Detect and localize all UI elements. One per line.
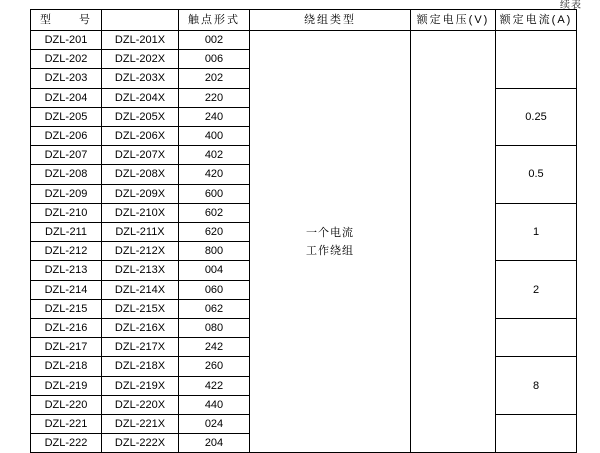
cell-contact-form: 600 — [179, 184, 250, 203]
cell-model: DZL-212 — [31, 242, 102, 261]
cell-model-x: DZL-204X — [102, 88, 179, 107]
cell-rated-current: 0.5 — [496, 146, 577, 204]
cell-model: DZL-218 — [31, 357, 102, 376]
cell-contact-form: 060 — [179, 280, 250, 299]
cell-model: DZL-215 — [31, 299, 102, 318]
header-winding-type: 绕组类型 — [250, 10, 411, 31]
cell-rated-current: 2 — [496, 261, 577, 319]
header-model-x — [102, 10, 179, 31]
header-rated-current: 额定电流(A) — [496, 10, 577, 31]
cell-model: DZL-204 — [31, 88, 102, 107]
cell-contact-form: 242 — [179, 338, 250, 357]
cell-contact-form: 260 — [179, 357, 250, 376]
cell-model-x: DZL-201X — [102, 31, 179, 50]
cell-contact-form: 420 — [179, 165, 250, 184]
cell-model: DZL-205 — [31, 107, 102, 126]
cell-contact-form: 002 — [179, 31, 250, 50]
cell-contact-form: 800 — [179, 242, 250, 261]
cell-model: DZL-219 — [31, 376, 102, 395]
cell-contact-form: 080 — [179, 319, 250, 338]
cell-model-x: DZL-202X — [102, 50, 179, 69]
cell-model-x: DZL-207X — [102, 146, 179, 165]
cell-model-x: DZL-217X — [102, 338, 179, 357]
cell-model-x: DZL-215X — [102, 299, 179, 318]
cell-model-x: DZL-220X — [102, 395, 179, 414]
cell-model: DZL-213 — [31, 261, 102, 280]
cell-model: DZL-202 — [31, 50, 102, 69]
cell-model-x: DZL-209X — [102, 184, 179, 203]
cell-model-x: DZL-205X — [102, 107, 179, 126]
cell-model-x: DZL-210X — [102, 203, 179, 222]
header-contact-form: 触点形式 — [179, 10, 250, 31]
cell-model-x: DZL-218X — [102, 357, 179, 376]
cell-model-x: DZL-216X — [102, 319, 179, 338]
cell-model-x: DZL-219X — [102, 376, 179, 395]
cell-rated-current — [496, 319, 577, 357]
cell-model: DZL-211 — [31, 223, 102, 242]
cell-model: DZL-216 — [31, 319, 102, 338]
cell-contact-form: 620 — [179, 223, 250, 242]
cell-contact-form: 006 — [179, 50, 250, 69]
cell-contact-form: 202 — [179, 69, 250, 88]
cell-contact-form: 240 — [179, 107, 250, 126]
cell-contact-form: 402 — [179, 146, 250, 165]
cell-contact-form: 400 — [179, 127, 250, 146]
cell-rated-current: 8 — [496, 357, 577, 415]
table-header — [31, 10, 577, 31]
cell-contact-form: 004 — [179, 261, 250, 280]
cell-model: DZL-221 — [31, 415, 102, 434]
specification-table — [30, 9, 577, 453]
cell-rated-current — [496, 31, 577, 89]
header-rated-voltage: 额定电压(V) — [411, 10, 496, 31]
cell-model-x: DZL-206X — [102, 127, 179, 146]
cell-model-x: DZL-214X — [102, 280, 179, 299]
cell-model: DZL-214 — [31, 280, 102, 299]
winding-type-line-1: 一个电流 — [306, 226, 354, 239]
cell-contact-form: 024 — [179, 415, 250, 434]
cell-contact-form: 440 — [179, 395, 250, 414]
table-row — [31, 31, 577, 50]
cell-model: DZL-220 — [31, 395, 102, 414]
header-model: 型 号 — [31, 10, 102, 31]
table-body — [31, 31, 577, 453]
cell-model: DZL-201 — [31, 31, 102, 50]
cell-model: DZL-210 — [31, 203, 102, 222]
cell-model-x: DZL-213X — [102, 261, 179, 280]
winding-type-line-2: 工作绕组 — [306, 244, 354, 257]
cell-model: DZL-209 — [31, 184, 102, 203]
cell-model-x: DZL-221X — [102, 415, 179, 434]
table-header-row — [31, 10, 577, 31]
cell-rated-voltage — [411, 31, 496, 453]
cell-model: DZL-203 — [31, 69, 102, 88]
cell-rated-current: 0.25 — [496, 88, 577, 146]
cell-model-x: DZL-211X — [102, 223, 179, 242]
cell-model: DZL-217 — [31, 338, 102, 357]
cell-contact-form: 220 — [179, 88, 250, 107]
cell-model-x: DZL-212X — [102, 242, 179, 261]
cell-contact-form: 204 — [179, 434, 250, 453]
cell-model: DZL-208 — [31, 165, 102, 184]
cell-model-x: DZL-208X — [102, 165, 179, 184]
continuation-label: 续表 — [560, 0, 582, 11]
cell-contact-form: 062 — [179, 299, 250, 318]
cell-rated-current — [496, 415, 577, 453]
cell-contact-form: 422 — [179, 376, 250, 395]
cell-contact-form: 602 — [179, 203, 250, 222]
cell-model: DZL-222 — [31, 434, 102, 453]
cell-model-x: DZL-203X — [102, 69, 179, 88]
cell-model: DZL-206 — [31, 127, 102, 146]
cell-winding-type — [250, 31, 411, 453]
cell-model-x: DZL-222X — [102, 434, 179, 453]
cell-rated-current: 1 — [496, 203, 577, 261]
cell-model: DZL-207 — [31, 146, 102, 165]
